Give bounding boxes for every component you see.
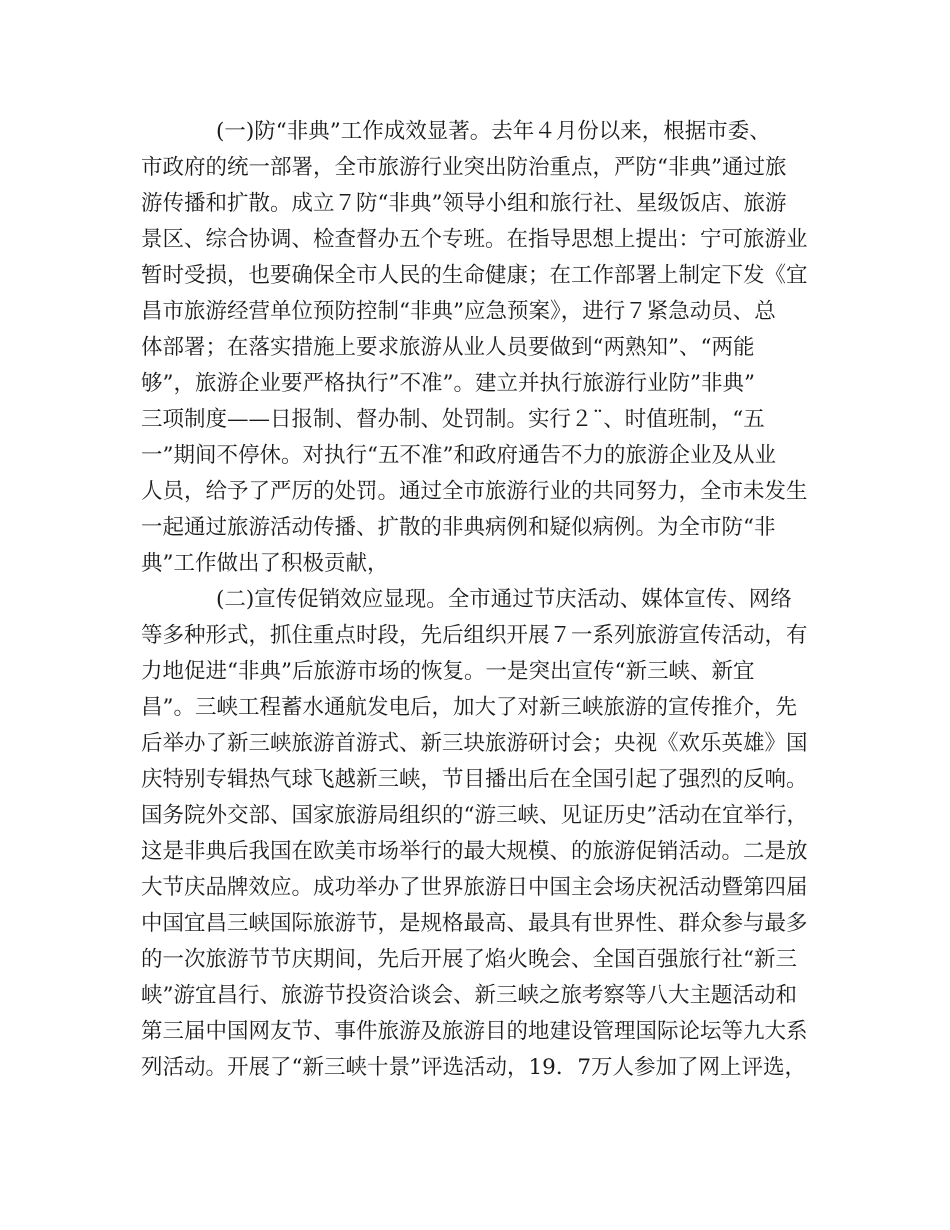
text-line: 大节庆品牌效应。成功举办了世界旅游日中国主会场庆祝活动暨第四届 [141, 875, 808, 900]
text-line: 人员，给予了严厉的处罚。通过全市旅游行业的共同努力，全市未发生 [141, 479, 808, 504]
text-line: 典”工作做出了积极贡献， [141, 551, 389, 576]
text-line: 的一次旅游节节庆期间，先后开展了焰火晚会、全国百强旅行社“新三 [141, 947, 797, 972]
body-text [141, 114, 831, 1086]
text-line: 一起通过旅游活动传播、扩散的非典病例和疑似病例。为全市防“非 [141, 515, 776, 540]
text-line: 国务院外交部、国家旅游局组织的“游三峡、见证历史”活动在宜举行， [141, 803, 808, 828]
paragraph-2 [141, 582, 831, 1086]
text-line: 第三届中国网友节、事件旅游及旅游目的地建设管理国际论坛等九大系 [141, 1019, 808, 1044]
text-line: 庆特别专辑热气球飞越新三峡，节目播出后在全国引起了强烈的反响。 [141, 767, 808, 792]
text-line: 中国宜昌三峡国际旅游节，是规格最高、最具有世界性、群众参与最多 [141, 911, 808, 936]
text-line: 景区、综合协调、检查督办五个专班。在指导思想上提出：宁可旅游业 [141, 227, 808, 252]
text-line: 这是非典后我国在欧美市场举行的最大规模、的旅游促销活动。二是放 [141, 839, 808, 864]
text-line: 三项制度——日报制、督办制、处罚制。实行２¨、时值班制，“五 [141, 407, 765, 432]
text-line: 昌市旅游经营单位预防控制“非典”应急预案》，进行７紧急动员、总 [141, 299, 776, 324]
text-line: 市政府的统一部署，全市旅游行业突出防治重点，严防“非典”通过旅 [141, 155, 787, 180]
text-line: 游传播和扩散。成立７防“非典”领导小组和旅行社、星级饭店、旅游 [141, 191, 787, 216]
text-line: 峡”游宜昌行、旅游节投资洽谈会、新三峡之旅考察等八大主题活动和 [141, 983, 797, 1008]
text-line: 等多种形式，抓住重点时段，先后组织开展７一系列旅游宣传活动，有 [141, 623, 808, 648]
text-line: (二)宣传促销效应显现。全市通过节庆活动、媒体宣传、网络 [216, 587, 792, 612]
text-line: 够”，旅游企业要严格执行”不准”。建立并执行旅游行业防”非典” [141, 371, 755, 396]
text-line: 暂时受损，也要确保全市人民的生命健康；在工作部署上制定下发《宜 [141, 263, 808, 288]
text-line: 力地促进“非典”后旅游市场的恢复。一是突出宣传“新三峡、新宜 [141, 659, 755, 684]
text-line: 一”期间不停休。对执行“五不准”和政府通告不力的旅游企业及从业 [141, 443, 776, 468]
paragraph-1 [141, 114, 831, 582]
text-line: 昌”。三峡工程蓄水通航发电后，加大了对新三峡旅游的宣传推介，先 [141, 695, 797, 720]
text-line: 列活动。开展了“新三峡十景”评选活动，19．7万人参加了网上评选， [141, 1055, 807, 1080]
text-line: 后举办了新三峡旅游首游式、新三块旅游研讨会；央视《欢乐英雄》国 [141, 731, 808, 756]
text-line: (一)防“非典”工作成效显著。去年４月份以来，根据市委、 [216, 119, 771, 144]
text-line: 体部署；在落实措施上要求旅游从业人员要做到“两熟知”、“两能 [141, 335, 755, 360]
